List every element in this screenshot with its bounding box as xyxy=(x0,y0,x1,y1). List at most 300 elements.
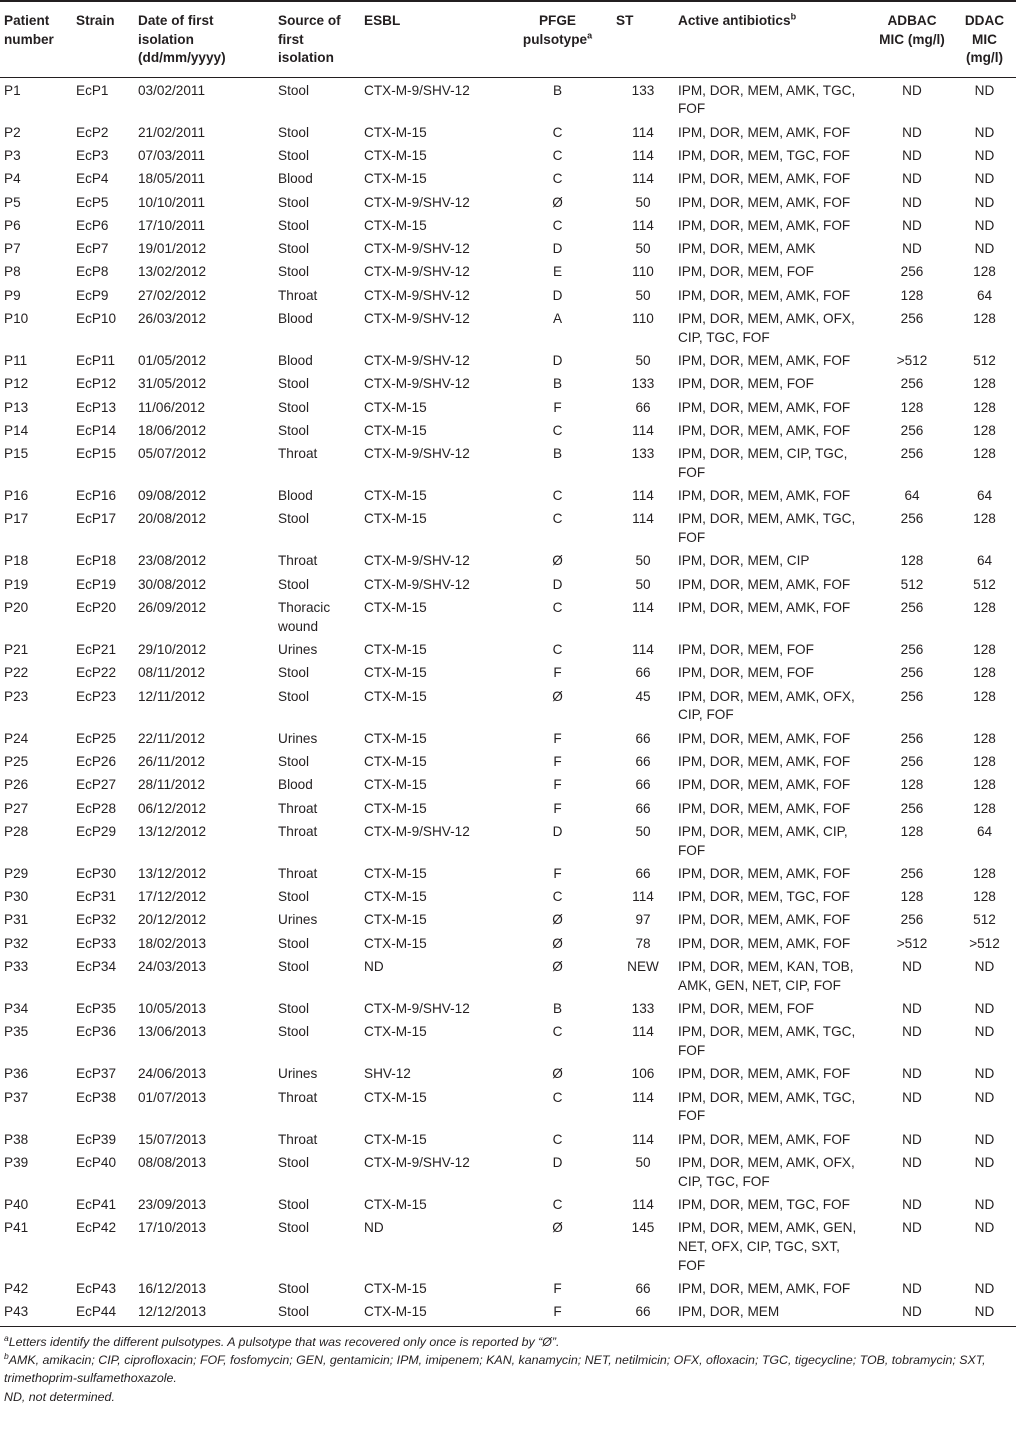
cell-source: Stool xyxy=(278,422,309,438)
cell-date: 21/02/2011 xyxy=(138,124,206,140)
table-row xyxy=(0,1300,1016,1327)
cell-source: Thoracic wound xyxy=(278,600,331,634)
cell-patient-number: P25 xyxy=(4,753,29,769)
cell-st: 114 xyxy=(632,1089,654,1105)
table-row xyxy=(0,997,1016,1020)
cell-strain: EcP23 xyxy=(76,688,117,704)
cell-ddac-mic: ND xyxy=(974,241,995,257)
cell-esbl: CTX-M-9/SHV-12 xyxy=(364,553,470,569)
cell-esbl: CTX-M-15 xyxy=(364,753,427,769)
cell-strain: EcP13 xyxy=(76,399,117,415)
cell-ddac-mic: ND xyxy=(974,1280,995,1296)
cell-date: 23/08/2012 xyxy=(138,553,207,569)
cell-st: 66 xyxy=(635,777,651,793)
cell-esbl: ND xyxy=(364,959,384,975)
cell-patient-number: P11 xyxy=(4,352,28,368)
cell-patient-number: P28 xyxy=(4,823,29,839)
cell-active-antibiotics: IPM, DOR, MEM, AMK, TGC, FOF xyxy=(678,511,856,546)
cell-strain: EcP37 xyxy=(76,1066,117,1082)
cell-active-antibiotics: IPM, DOR, MEM, AMK, FOF xyxy=(678,576,851,592)
cell-patient-number: P37 xyxy=(4,1089,29,1105)
table-row xyxy=(0,749,1016,772)
cell-esbl: CTX-M-15 xyxy=(364,1304,427,1320)
cell-date: 20/12/2012 xyxy=(138,912,207,928)
cell-st: 133 xyxy=(631,446,655,462)
cell-active-antibiotics: IPM, DOR, MEM, AMK, CIP, FOF xyxy=(678,823,848,858)
cell-ddac-mic: 128 xyxy=(973,376,996,392)
cell-st: 50 xyxy=(635,1154,651,1170)
cell-adbac-mic: 512 xyxy=(900,576,924,592)
cell-active-antibiotics: IPM, DOR, MEM, AMK, OFX, CIP, FOF xyxy=(678,688,855,723)
cell-source: Stool xyxy=(278,217,309,233)
cell-active-antibiotics: IPM, DOR, MEM, AMK, FOF xyxy=(678,194,851,210)
table-row xyxy=(0,796,1016,819)
cell-strain: EcP27 xyxy=(76,777,117,793)
cell-st: 133 xyxy=(631,376,655,392)
footnote-b-mark: b xyxy=(4,1351,9,1361)
cell-strain: EcP14 xyxy=(76,422,117,438)
cell-source: Urines xyxy=(278,1066,318,1082)
cell-active-antibiotics: IPM, DOR, MEM, AMK, FOF xyxy=(678,488,851,504)
cell-adbac-mic: ND xyxy=(902,1001,922,1017)
cell-patient-number: P7 xyxy=(4,241,21,257)
cell-ddac-mic: ND xyxy=(974,959,995,975)
cell-patient-number: P17 xyxy=(4,511,29,527)
cell-patient-number: P8 xyxy=(4,264,21,280)
cell-date: 23/09/2013 xyxy=(138,1196,207,1212)
cell-date: 05/07/2012 xyxy=(138,446,207,462)
table-row xyxy=(0,1276,1016,1299)
cell-strain: EcP4 xyxy=(76,171,109,187)
table-row xyxy=(0,572,1016,595)
footnote-nd: ND, not determined. xyxy=(4,1389,115,1404)
cell-pfge: F xyxy=(553,1280,562,1296)
cell-pfge: D xyxy=(552,352,563,368)
cell-strain: EcP33 xyxy=(76,935,117,951)
cell-adbac-mic: 128 xyxy=(900,777,924,793)
cell-pfge: D xyxy=(552,287,563,303)
cell-strain: EcP41 xyxy=(76,1196,117,1212)
cell-adbac-mic: ND xyxy=(902,1024,922,1040)
cell-ddac-mic: ND xyxy=(974,1220,995,1236)
cell-date: 18/02/2013 xyxy=(138,935,207,951)
cell-date: 08/11/2012 xyxy=(138,665,206,681)
table-row xyxy=(0,143,1016,166)
cell-pfge: C xyxy=(552,1131,563,1147)
cell-active-antibiotics: IPM, DOR, MEM, AMK, OFX, CIP, TGC, FOF xyxy=(678,1154,855,1189)
cell-active-antibiotics: IPM, DOR, MEM, AMK, FOF xyxy=(678,217,851,233)
cell-date: 10/10/2011 xyxy=(138,194,206,210)
cell-strain: EcP34 xyxy=(76,959,117,975)
cell-active-antibiotics: IPM, DOR, MEM, AMK, GEN, NET, OFX, CIP, TGC, SXT, FOF xyxy=(678,1220,857,1273)
cell-esbl: CTX-M-15 xyxy=(364,124,427,140)
table-row xyxy=(0,1020,1016,1062)
cell-adbac-mic: 256 xyxy=(900,730,924,746)
cell-adbac-mic: ND xyxy=(902,124,922,140)
cell-active-antibiotics: IPM, DOR, MEM, AMK, FOF xyxy=(678,1131,851,1147)
cell-patient-number: P27 xyxy=(4,800,29,816)
header-active-antibiotics xyxy=(674,1,871,78)
cell-esbl: CTX-M-9/SHV-12 xyxy=(364,82,470,98)
cell-esbl: CTX-M-9/SHV-12 xyxy=(364,264,470,280)
cell-pfge: C xyxy=(552,124,563,140)
cell-active-antibiotics: IPM, DOR, MEM, AMK, FOF xyxy=(678,753,851,769)
cell-ddac-mic: ND xyxy=(974,1001,995,1017)
table-row xyxy=(0,120,1016,143)
cell-source: Stool xyxy=(278,935,309,951)
cell-patient-number: P9 xyxy=(4,287,21,303)
cell-esbl: CTX-M-15 xyxy=(364,399,427,415)
cell-adbac-mic: ND xyxy=(902,1220,922,1236)
cell-source: Stool xyxy=(278,82,309,98)
header-row xyxy=(0,1,1016,78)
cell-esbl: CTX-M-9/SHV-12 xyxy=(364,310,470,326)
cell-adbac-mic: ND xyxy=(902,1196,922,1212)
cell-esbl: CTX-M-15 xyxy=(364,600,427,616)
cell-ddac-mic: 128 xyxy=(973,310,996,326)
cell-st: 114 xyxy=(632,600,654,616)
cell-st: 114 xyxy=(632,889,654,905)
cell-active-antibiotics: IPM, DOR, MEM, AMK, FOF xyxy=(678,171,851,187)
cell-active-antibiotics: IPM, DOR, MEM, AMK, TGC, FOF xyxy=(678,1089,856,1124)
cell-strain: EcP32 xyxy=(76,912,117,928)
header-strain: Strain xyxy=(72,1,134,78)
header-source: Source of first isolation xyxy=(274,1,360,78)
cell-adbac-mic: ND xyxy=(902,1089,922,1105)
cell-pfge: F xyxy=(553,777,562,793)
cell-pfge: Ø xyxy=(552,194,563,210)
header-adbac-mic: ADBAC MIC (mg/l) xyxy=(871,1,953,78)
cell-pfge: Ø xyxy=(552,1066,563,1082)
cell-patient-number: P6 xyxy=(4,217,21,233)
footnote-a xyxy=(4,1333,1012,1351)
cell-date: 30/08/2012 xyxy=(138,576,207,592)
cell-strain: EcP3 xyxy=(76,147,109,163)
cell-pfge: B xyxy=(552,1001,563,1017)
cell-date: 26/03/2012 xyxy=(138,310,207,326)
cell-ddac-mic: 128 xyxy=(973,642,996,658)
table-row xyxy=(0,931,1016,954)
cell-source: Stool xyxy=(278,753,309,769)
cell-pfge: D xyxy=(552,1154,563,1170)
cell-esbl: CTX-M-15 xyxy=(364,511,427,527)
cell-source: Stool xyxy=(278,1001,309,1017)
table-row xyxy=(0,213,1016,236)
cell-adbac-mic: 256 xyxy=(900,446,924,462)
cell-source: Stool xyxy=(278,1220,309,1236)
cell-patient-number: P29 xyxy=(4,865,29,881)
table-row xyxy=(0,260,1016,283)
cell-ddac-mic: 128 xyxy=(973,446,996,462)
cell-date: 01/05/2012 xyxy=(138,352,207,368)
cell-source: Urines xyxy=(278,912,318,928)
cell-esbl: SHV-12 xyxy=(364,1066,411,1082)
cell-ddac-mic: ND xyxy=(974,147,995,163)
cell-active-antibiotics: IPM, DOR, MEM, TGC, FOF xyxy=(678,889,850,905)
cell-strain: EcP2 xyxy=(76,124,109,140)
cell-esbl: CTX-M-15 xyxy=(364,688,427,704)
cell-source: Stool xyxy=(278,241,309,257)
cell-pfge: E xyxy=(552,264,563,280)
cell-patient-number: P5 xyxy=(4,194,21,210)
table-row xyxy=(0,1150,1016,1192)
cell-st: 114 xyxy=(632,642,654,658)
cell-active-antibiotics: IPM, DOR, MEM, AMK, FOF xyxy=(678,287,851,303)
cell-st: 66 xyxy=(635,730,651,746)
cell-esbl: CTX-M-15 xyxy=(364,422,427,438)
cell-patient-number: P15 xyxy=(4,446,29,462)
cell-strain: EcP12 xyxy=(76,376,117,392)
cell-pfge: B xyxy=(552,376,563,392)
table-body xyxy=(0,78,1016,1327)
cell-strain: EcP43 xyxy=(76,1280,117,1296)
cell-source: Stool xyxy=(278,688,309,704)
cell-active-antibiotics: IPM, DOR, MEM, FOF xyxy=(678,264,814,280)
cell-active-antibiotics: IPM, DOR, MEM, AMK, TGC, FOF xyxy=(678,82,856,117)
table-row xyxy=(0,726,1016,749)
cell-date: 13/02/2012 xyxy=(138,264,207,280)
cell-strain: EcP20 xyxy=(76,600,117,616)
table-row xyxy=(0,596,1016,638)
cell-active-antibiotics: IPM, DOR, MEM, AMK, FOF xyxy=(678,1280,851,1296)
cell-patient-number: P40 xyxy=(4,1196,29,1212)
cell-st: 50 xyxy=(635,823,651,839)
cell-strain: EcP5 xyxy=(76,194,109,210)
cell-source: Stool xyxy=(278,1154,309,1170)
cell-esbl: CTX-M-15 xyxy=(364,1024,427,1040)
cell-st: 114 xyxy=(632,217,654,233)
cell-adbac-mic: 256 xyxy=(900,665,924,681)
cell-strain: EcP6 xyxy=(76,217,109,233)
cell-ddac-mic: 128 xyxy=(973,800,996,816)
cell-patient-number: P41 xyxy=(4,1220,29,1236)
cell-ddac-mic: 128 xyxy=(973,264,996,280)
cell-patient-number: P20 xyxy=(4,600,29,616)
cell-ddac-mic: 128 xyxy=(973,511,996,527)
cell-st: 50 xyxy=(635,287,651,303)
cell-adbac-mic: ND xyxy=(902,1154,922,1170)
cell-esbl: CTX-M-15 xyxy=(364,777,427,793)
cell-pfge: C xyxy=(552,488,563,504)
cell-strain: EcP30 xyxy=(76,865,117,881)
cell-pfge: F xyxy=(553,665,562,681)
cell-strain: EcP39 xyxy=(76,1131,117,1147)
footnote-a-mark: a xyxy=(4,1332,9,1343)
cell-pfge: A xyxy=(552,310,563,326)
cell-date: 24/03/2013 xyxy=(138,959,207,975)
cell-patient-number: P18 xyxy=(4,553,29,569)
cell-adbac-mic: 256 xyxy=(900,376,924,392)
cell-pfge: F xyxy=(553,730,562,746)
cell-adbac-mic: ND xyxy=(902,82,922,98)
cell-adbac-mic: 256 xyxy=(900,865,924,881)
cell-st: 114 xyxy=(632,124,654,140)
cell-st: 114 xyxy=(632,488,654,504)
cell-esbl: CTX-M-15 xyxy=(364,912,427,928)
cell-pfge: F xyxy=(553,1304,562,1320)
table-row xyxy=(0,1127,1016,1150)
cell-pfge: F xyxy=(553,800,562,816)
cell-date: 07/03/2011 xyxy=(138,147,206,163)
cell-strain: EcP29 xyxy=(76,823,117,839)
cell-st: NEW xyxy=(627,959,659,975)
cell-active-antibiotics: IPM, DOR, MEM, FOF xyxy=(678,642,814,658)
cell-st: 50 xyxy=(635,576,651,592)
cell-esbl: ND xyxy=(364,1220,384,1236)
cell-strain: EcP17 xyxy=(76,511,117,527)
cell-strain: EcP26 xyxy=(76,753,117,769)
cell-pfge: F xyxy=(553,865,562,881)
cell-esbl: CTX-M-15 xyxy=(364,171,427,187)
cell-date: 13/12/2012 xyxy=(138,865,207,881)
cell-patient-number: P31 xyxy=(4,912,29,928)
cell-adbac-mic: 256 xyxy=(900,511,924,527)
cell-patient-number: P4 xyxy=(4,171,21,187)
table-row xyxy=(0,1062,1016,1085)
cell-active-antibiotics: IPM, DOR, MEM, FOF xyxy=(678,1001,814,1017)
cell-adbac-mic: 256 xyxy=(900,310,924,326)
cell-date: 13/06/2013 xyxy=(138,1024,207,1040)
footnote-b-text: AMK, amikacin; CIP, ciprofloxacin; FOF, fosfomycin; GEN, gentamicin; IPM, imipenem; KAN, kanamycin; NET, netilmicin; OFX, ofloxacin; TGC, tigecycline; TOB, tobramycin; SXT, trimethoprim-sulfamethoxazole. xyxy=(4,1353,986,1386)
cell-active-antibiotics: IPM, DOR, MEM, AMK, FOF xyxy=(678,352,851,368)
cell-ddac-mic: 512 xyxy=(973,352,996,368)
cell-adbac-mic: 128 xyxy=(900,399,924,415)
cell-ddac-mic: 64 xyxy=(976,553,993,569)
cell-source: Urines xyxy=(278,730,318,746)
cell-pfge: C xyxy=(552,511,563,527)
cell-active-antibiotics: IPM, DOR, MEM, AMK, FOF xyxy=(678,1066,851,1082)
table-row xyxy=(0,885,1016,908)
table-row xyxy=(0,684,1016,726)
cell-adbac-mic: >512 xyxy=(896,352,928,368)
cell-source: Stool xyxy=(278,1196,309,1212)
table-row xyxy=(0,190,1016,213)
cell-strain: EcP35 xyxy=(76,1001,117,1017)
cell-ddac-mic: 128 xyxy=(973,688,996,704)
cell-strain: EcP42 xyxy=(76,1220,117,1236)
cell-ddac-mic: 128 xyxy=(973,422,996,438)
cell-patient-number: P12 xyxy=(4,376,29,392)
cell-strain: EcP40 xyxy=(76,1154,117,1170)
cell-adbac-mic: 256 xyxy=(900,642,924,658)
cell-pfge: C xyxy=(552,1024,563,1040)
cell-source: Stool xyxy=(278,1304,309,1320)
table-row xyxy=(0,507,1016,549)
cell-date: 12/11/2012 xyxy=(138,688,206,704)
table-row xyxy=(0,955,1016,997)
cell-adbac-mic: ND xyxy=(902,1066,922,1082)
cell-ddac-mic: 128 xyxy=(973,600,996,616)
cell-strain: EcP22 xyxy=(76,665,117,681)
table-row xyxy=(0,484,1016,507)
cell-date: 03/02/2011 xyxy=(138,82,206,98)
cell-esbl: CTX-M-15 xyxy=(364,889,427,905)
cell-adbac-mic: ND xyxy=(902,241,922,257)
cell-esbl: CTX-M-15 xyxy=(364,642,427,658)
cell-esbl: CTX-M-15 xyxy=(364,488,427,504)
cell-strain: EcP28 xyxy=(76,800,117,816)
cell-source: Blood xyxy=(278,352,313,368)
cell-esbl: CTX-M-9/SHV-12 xyxy=(364,576,470,592)
cell-active-antibiotics: IPM, DOR, MEM, AMK, FOF xyxy=(678,865,851,881)
cell-ddac-mic: 64 xyxy=(976,488,993,504)
cell-active-antibiotics: IPM, DOR, MEM, AMK, FOF xyxy=(678,600,851,616)
cell-ddac-mic: 128 xyxy=(973,777,996,793)
table-row xyxy=(0,773,1016,796)
table-row xyxy=(0,638,1016,661)
header-active-label: Active antibiotics xyxy=(678,13,791,28)
table-header xyxy=(0,1,1016,78)
cell-pfge: C xyxy=(552,171,563,187)
cell-st: 114 xyxy=(632,511,654,527)
table-footnotes xyxy=(0,1327,1016,1406)
cell-st: 97 xyxy=(635,912,651,928)
cell-active-antibiotics: IPM, DOR, MEM, AMK, FOF xyxy=(678,124,851,140)
cell-active-antibiotics: IPM, DOR, MEM, AMK, FOF xyxy=(678,912,851,928)
cell-st: 114 xyxy=(632,147,654,163)
cell-date: 24/06/2013 xyxy=(138,1066,207,1082)
cell-pfge: Ø xyxy=(552,912,563,928)
cell-pfge: F xyxy=(553,753,562,769)
cell-ddac-mic: ND xyxy=(974,1131,995,1147)
cell-active-antibiotics: IPM, DOR, MEM, AMK, FOF xyxy=(678,730,851,746)
table-row xyxy=(0,348,1016,371)
cell-ddac-mic: 64 xyxy=(976,823,993,839)
cell-st: 114 xyxy=(632,422,654,438)
cell-st: 110 xyxy=(632,310,654,326)
cell-st: 66 xyxy=(635,753,651,769)
cell-pfge: Ø xyxy=(552,959,563,975)
cell-date: 17/10/2011 xyxy=(138,217,206,233)
cell-st: 78 xyxy=(635,935,651,951)
cell-patient-number: P34 xyxy=(4,1001,29,1017)
table-row xyxy=(0,442,1016,484)
header-ddac-mic: DDAC MIC (mg/l) xyxy=(953,1,1016,78)
cell-st: 45 xyxy=(635,688,651,704)
cell-source: Stool xyxy=(278,959,309,975)
cell-ddac-mic: ND xyxy=(974,1304,995,1320)
table-row xyxy=(0,819,1016,861)
cell-adbac-mic: 256 xyxy=(900,600,924,616)
cell-strain: EcP1 xyxy=(76,82,109,98)
cell-pfge: C xyxy=(552,147,563,163)
cell-patient-number: P13 xyxy=(4,399,29,415)
cell-esbl: CTX-M-15 xyxy=(364,1131,427,1147)
cell-st: 50 xyxy=(635,352,651,368)
cell-active-antibiotics: IPM, DOR, MEM, AMK, FOF xyxy=(678,800,851,816)
cell-patient-number: P39 xyxy=(4,1154,29,1170)
cell-source: Throat xyxy=(278,823,318,839)
cell-date: 15/07/2013 xyxy=(138,1131,207,1147)
cell-st: 114 xyxy=(632,171,654,187)
cell-esbl: CTX-M-15 xyxy=(364,1196,427,1212)
cell-active-antibiotics: IPM, DOR, MEM, FOF xyxy=(678,665,814,681)
cell-esbl: CTX-M-15 xyxy=(364,147,427,163)
cell-st: 114 xyxy=(632,1024,654,1040)
cell-date: 01/07/2013 xyxy=(138,1089,207,1105)
cell-active-antibiotics: IPM, DOR, MEM, KAN, TOB, AMK, GEN, NET, CIP, FOF xyxy=(678,959,854,993)
cell-date: 22/11/2012 xyxy=(138,730,206,746)
cell-patient-number: P10 xyxy=(4,310,29,326)
cell-source: Throat xyxy=(278,1089,318,1105)
cell-date: 29/10/2012 xyxy=(138,642,207,658)
cell-ddac-mic: 64 xyxy=(976,287,993,303)
cell-pfge: B xyxy=(552,446,563,462)
header-pfge xyxy=(503,1,612,78)
cell-strain: EcP19 xyxy=(76,576,117,592)
cell-ddac-mic: 512 xyxy=(973,576,996,592)
cell-patient-number: P14 xyxy=(4,422,29,438)
